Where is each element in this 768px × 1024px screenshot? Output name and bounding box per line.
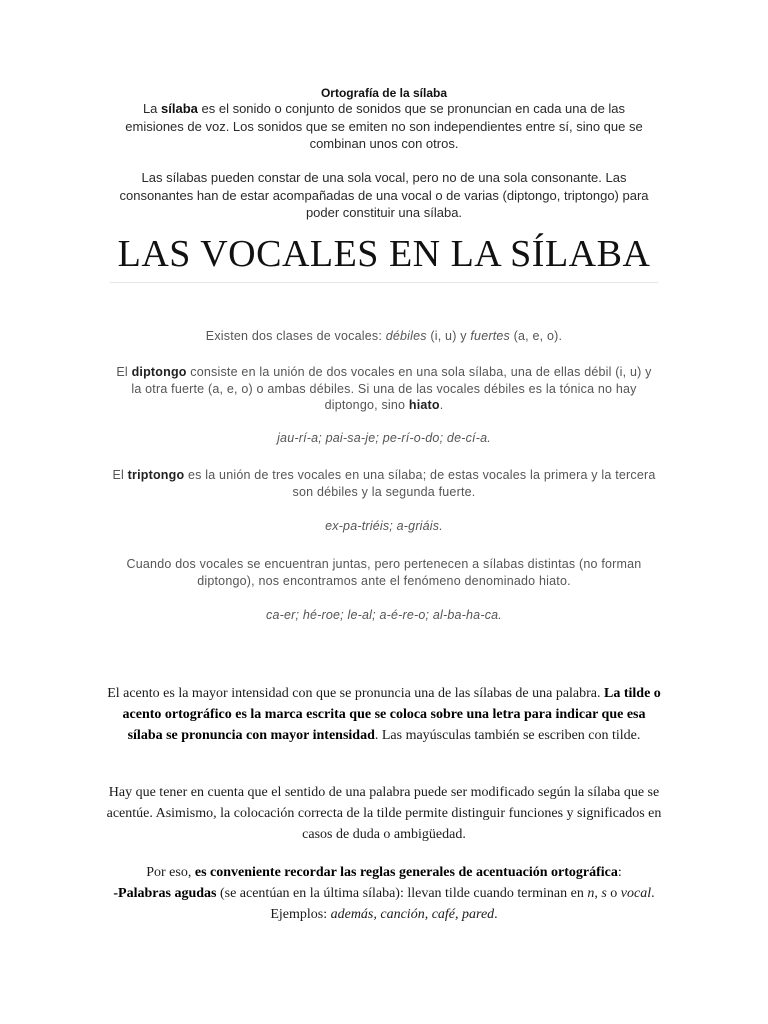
text-run: . [439,398,444,412]
text-run: consiste en la unión de dos vocales en una sola sílaba, una de ellas débil (i, u) y la otra fuerte (a, e, o) o ambas débiles. Si una de las vocales débiles es la tónica no hay diptongo, sino [131,365,652,412]
text-run: o [606,886,621,901]
italic-letter: n [587,886,595,901]
text-run: La [142,101,162,116]
reglas-paragraph [104,862,664,925]
example-text: ex-pa-triéis; a-griáis. [325,519,443,533]
italic-letter: s [601,886,607,901]
bold-palabras-agudas: -Palabras agudas [113,886,217,901]
sentido-paragraph: Hay que tener en cuenta que el sentido de una palabra puede ser modificado según la sílaba que se acentúe. Asimismo, la colocación correcta de la tilde permite distinguir funciones y significados en casos de duda o ambigüedad. [106,785,662,842]
text-run: El acento es la mayor intensidad con que se pronuncia una de las sílabas de una palabra. [107,686,605,701]
bold-term-diptongo: diptongo [131,365,187,379]
text-run: El [112,468,128,482]
bold-definition-tilde: La tilde o acento ortográfico es la marca escrita que se coloca sobre una letra para indicar que esa sílaba se pronuncia con mayor intensidad [122,686,661,743]
text-run: . Las mayúsculas también se escriben con tilde. [374,728,641,743]
text-run: es la unión de tres vocales en una sílaba; de estas vocales la primera y la tercera son débiles y la segunda fuerte. [184,468,656,499]
example-triptongo [112,518,656,535]
intro-paragraph-2: Las sílabas pueden constar de una sola vocal, pero no de una sola consonante. Las consonantes han de estar acompañadas de una vocal o de varias (diptongo, triptongo) para poder constituir una sílaba. [119,170,649,220]
text-run: es el sonido o conjunto de sonidos que se pronuncian en cada una de las emisiones de voz. Los sonidos que se emiten no son independientes entre sí, sino que se combinan unos con otros. [125,101,643,151]
italic-term: fuertes [470,329,510,343]
intro-paragraph-1 [112,100,656,153]
bold-term-triptongo: triptongo [127,468,185,482]
bold-term-silaba: sílaba [161,101,198,116]
italic-word: vocal [620,886,652,901]
text-run: (a, e, o). [510,329,563,343]
example-diptongo [112,430,656,447]
example-text: ca-er; hé-roe; le-al; a-é-re-o; al-ba-ha-ca. [266,608,502,622]
acento-paragraph [104,683,664,746]
text-run: , [594,886,602,901]
text-run: (se acentúan en la última sílaba): llevan tilde cuando terminan en [216,886,588,901]
heading-divider [110,282,658,283]
hiato-paragraph: Cuando dos vocales se encuentran juntas, pero pertenecen a sílabas distintas (no forman diptongo), nos encontramos ante el fenómeno denominado hiato. [126,557,642,588]
text-run: . [494,907,498,922]
italic-term: débiles [385,329,427,343]
text-run: Existen dos clases de vocales: [205,329,386,343]
page-title: Ortografía de la sílaba [320,86,448,100]
text-run: : [617,865,622,880]
text-run: Por eso, [146,865,195,880]
triptongo-paragraph [112,467,656,500]
bold-term-hiato: hiato [408,398,440,412]
italic-examples: además, canción, café, pared [330,907,495,922]
vocales-paragraph [112,328,656,345]
text-run: . Ejemplos: [270,886,655,922]
text-run: El [116,365,132,379]
diptongo-paragraph [112,364,656,414]
example-hiato [112,607,656,624]
text-run: (i, u) y [426,329,471,343]
example-text: jau-rí-a; pai-sa-je; pe-rí-o-do; de-cí-a. [277,431,491,445]
section-heading: LAS VOCALES EN LA SÍLABA [117,233,651,275]
bold-reglas: es conveniente recordar las reglas generales de acentuación ortográfica [194,865,618,880]
